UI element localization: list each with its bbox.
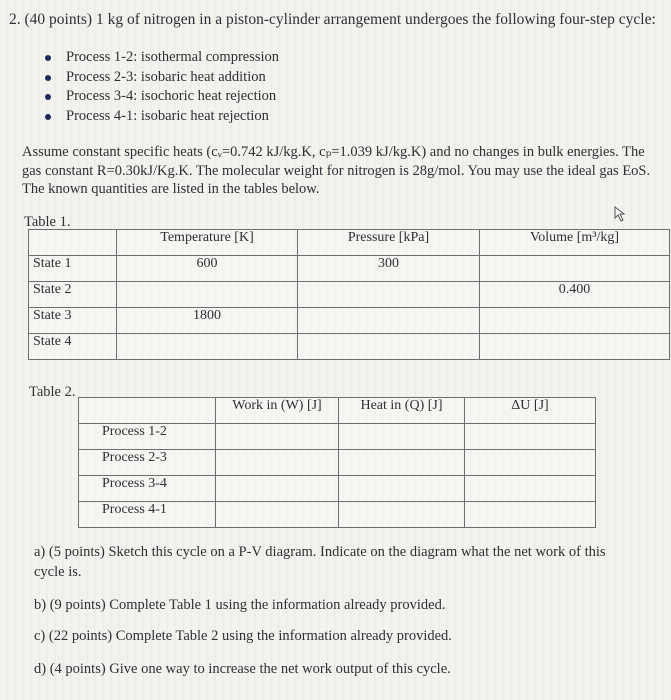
table-cell <box>339 502 465 528</box>
row-label: State 2 <box>29 282 117 308</box>
process-list <box>42 49 279 127</box>
table-row <box>29 256 670 282</box>
mouse-cursor-icon <box>613 206 627 222</box>
table-row <box>29 282 670 308</box>
table-cell <box>480 308 670 334</box>
table-cell <box>465 450 596 476</box>
table-cell <box>465 424 596 450</box>
table-cell <box>465 476 596 502</box>
table-cell <box>298 282 480 308</box>
process-item: Process 1-2: isothermal compression <box>42 49 279 69</box>
row-label: State 4 <box>29 334 117 360</box>
table-cell <box>339 450 465 476</box>
part-a-line1: a) (5 points) Sketch this cycle on a P-V diagram. Indicate on the diagram what the net work of this <box>34 544 606 560</box>
table-header-row <box>79 398 596 424</box>
table-row <box>79 450 596 476</box>
part-c: c) (22 points) Complete Table 2 using the information already provided. <box>34 628 452 644</box>
table-cell <box>117 282 298 308</box>
table-cell: 0.400 <box>480 282 670 308</box>
table-cell <box>216 424 339 450</box>
table-cell <box>339 424 465 450</box>
table-row <box>29 334 670 360</box>
part-b: b) (9 points) Complete Table 1 using the information already provided. <box>34 597 446 613</box>
process-item: Process 3-4: isochoric heat rejection <box>42 88 279 108</box>
table1 <box>28 229 670 360</box>
table-cell: 300 <box>298 256 480 282</box>
column-header: Work in (W) [J] <box>216 398 339 424</box>
table-header-row <box>29 230 670 256</box>
table-cell <box>298 334 480 360</box>
table-cell <box>216 450 339 476</box>
table-cell: 600 <box>117 256 298 282</box>
table-cell <box>465 502 596 528</box>
table-row <box>79 476 596 502</box>
table-cell <box>29 230 117 256</box>
question-header: 2. (40 points) 1 kg of nitrogen in a piston-cylinder arrangement undergoes the following four-step cycle: <box>9 11 656 28</box>
table-row <box>79 502 596 528</box>
table-cell <box>480 334 670 360</box>
table-row <box>79 424 596 450</box>
column-header: Pressure [kPa] <box>298 230 480 256</box>
row-label: Process 4-1 <box>79 502 216 528</box>
table-cell <box>339 476 465 502</box>
column-header: Heat in (Q) [J] <box>339 398 465 424</box>
process-item: Process 4-1: isobaric heat rejection <box>42 108 279 128</box>
assumptions-paragraph: Assume constant specific heats (cᵥ=0.742 kJ/kg.K, cₚ=1.039 kJ/kg.K) and no changes in bulk energies. The gas constant R=0.30kJ/Kg.K. The molecular weight for nitrogen is 28g/mol. You may use the ideal gas EoS. The known quantities are listed in the tables below. <box>22 144 651 197</box>
process-item: Process 2-3: isobaric heat addition <box>42 69 279 89</box>
table2-label: Table 2. <box>29 384 76 400</box>
row-label: Process 1-2 <box>79 424 216 450</box>
row-label: Process 2-3 <box>79 450 216 476</box>
table2 <box>78 397 596 528</box>
row-label: State 3 <box>29 308 117 334</box>
table-cell <box>216 502 339 528</box>
column-header: ΔU [J] <box>465 398 596 424</box>
table-row <box>29 308 670 334</box>
column-header: Temperature [K] <box>117 230 298 256</box>
table-cell <box>298 308 480 334</box>
part-a-line2: cycle is. <box>34 564 82 580</box>
row-label: Process 3-4 <box>79 476 216 502</box>
table-cell: 1800 <box>117 308 298 334</box>
table-cell <box>79 398 216 424</box>
table-cell <box>480 256 670 282</box>
table-cell <box>117 334 298 360</box>
part-d: d) (4 points) Give one way to increase the net work output of this cycle. <box>34 661 451 677</box>
table1-label: Table 1. <box>24 214 71 230</box>
row-label: State 1 <box>29 256 117 282</box>
column-header: Volume [m³/kg] <box>480 230 670 256</box>
table-cell <box>216 476 339 502</box>
